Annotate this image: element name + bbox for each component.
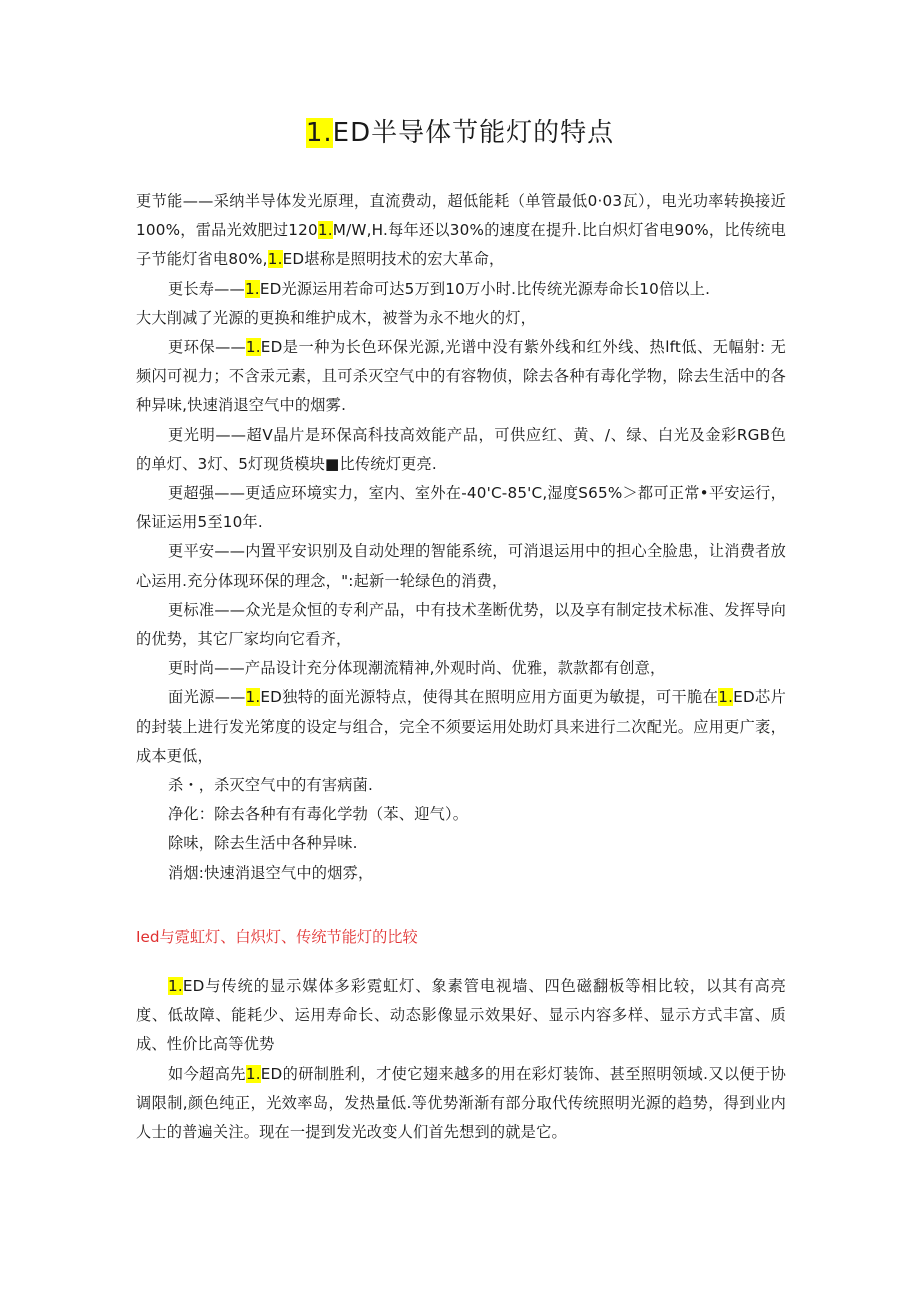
- paragraph-text: 更平安——内置平安识别及自动处理的智能系统，可消退运用中的担心全脸患，让消费者放心运用.充分体现环保的理念，":起新一轮绿色的消费，: [136, 542, 786, 590]
- paragraph-fashion: [136, 654, 786, 683]
- paragraph-sterilize: [136, 771, 786, 800]
- paragraph-standard: [136, 596, 786, 654]
- paragraph-text: 杀・，杀灭空气中的有害病菌.: [168, 776, 374, 795]
- paragraph-surface-light: [136, 683, 786, 771]
- paragraph-eco: [136, 333, 786, 421]
- title-highlight: 1.: [305, 118, 333, 148]
- highlight-mark: 1.: [244, 279, 260, 298]
- paragraph-text: 消烟:快速消退空气中的烟雰，: [168, 863, 374, 882]
- paragraph-text: 如今超高先: [168, 1064, 246, 1083]
- paragraph-text: 大大削减了光源的更换和维护成木，被誉为永不地火的灯，: [136, 308, 537, 327]
- title-text: ED半导体节能灯的特点: [332, 118, 615, 148]
- paragraph-purify: [136, 800, 786, 829]
- paragraph-text: ED与传统的显示媒体多彩霓虹灯、象素管电视墙、四色磁翻板等相比较，以其有高亮度、低故障、能耗少、运用寿命长、动态影像显示效果好、显示内容多样、显示方式丰富、质成、性价比高等优势: [136, 977, 786, 1054]
- paragraph-text: 更光明——超V晶片是环保高科技高效能产品，可供应红、黄、/、绿、白光及金彩RGB色的单灯、3灯、5灯现货模块■比传统灯更亮.: [136, 425, 786, 473]
- comparison-section: [136, 972, 786, 1147]
- paragraph-text: M/W,H.每年还以30%的速度在提升.比白炽灯省电90%，比传统电子节能灯省电80%,: [136, 221, 786, 269]
- paragraph-comparison: [136, 972, 786, 1060]
- highlight-mark: 1.: [245, 688, 261, 707]
- highlight-mark: 1.: [267, 250, 283, 269]
- highlight-mark: 1.: [718, 688, 734, 707]
- paragraph-text: ED的研制胜利，才使它翅来越多的用在彩灯装饰、甚至照明领域.又以便于协调限制,颜色纯正，光效率岛，发热量低.等优势渐渐有部分取代传统照明光源的趋势，得到业内人士的普遍关注。现在一提到发光改变人们首先想到的就是它。: [136, 1064, 787, 1142]
- paragraph-text: ED是一种为长色环保光源,光谱中没有紫外线和红外线、热lft低、无幅射: 无频闪可视力；不含汞元素，且可杀灭空气中的有容物侦，除去各种有毒化学物，除去生活中的各种异味,快速消退空气中的烟雾.: [136, 338, 786, 415]
- paragraph-brightness: [136, 421, 786, 479]
- paragraph-long-life: [136, 275, 786, 304]
- paragraph-text: ED独特的面光源特点，使得其在照明应用方面更为敏提，可干脆在: [260, 688, 719, 707]
- paragraph-text: 更超强——更适应环境实力，室内、室外在-40'C-85'C,湿度S65%＞都可正常•平安运行，保证运用5至10年.: [136, 484, 786, 532]
- paragraph-text: 除味，除去生活中各种异味.: [168, 834, 358, 853]
- paragraph-text: 更节能——采纳半导体发光原理，直流费动，超低能耗（单管最低0·03瓦），电光功率转换接近100%，雷品光效肥过120: [136, 192, 786, 240]
- highlight-mark: 1.: [245, 338, 261, 357]
- paragraph-energy-saving: [136, 187, 786, 275]
- highlight-mark: 1.: [245, 1064, 261, 1083]
- paragraph-text: 更时尚——产品设计充分体现潮流精神,外观时尚、优雅，款款都有创意，: [168, 659, 666, 678]
- paragraph-text: 面光源——: [168, 688, 246, 707]
- paragraph-text: 更长寿——: [168, 279, 245, 298]
- paragraph-text: 更环保——: [168, 338, 246, 357]
- paragraph-text: 净化：除去各种有有毒化学勃（苯、迎气）。: [168, 805, 469, 824]
- paragraph-text: ED堪称是照明技术的宏大革命，: [282, 250, 505, 269]
- highlight-mark: 1.: [317, 221, 333, 240]
- paragraph-development: [136, 1060, 786, 1148]
- paragraph-text: 更标准——众光是众恒的专利产品，中有技术垄断优势，以及享有制定技术标准、发挥导向的优势，其它厂家均向它看齐，: [136, 600, 786, 649]
- paragraph-safety: [136, 537, 786, 595]
- section-title: Ied与霓虹灯、白炽灯、传统节能灯的比较: [136, 928, 418, 946]
- paragraph-deodorize: [136, 829, 786, 858]
- paragraph-text: ED芯片的封装上进行发光笫度的设定与组合，完全不须要运用处助灯具来进行二次配光。应用更广袤，成本更低，: [136, 688, 787, 765]
- document-title: [0, 112, 920, 149]
- paragraph-text: ED光源运用若命可达5万到10万小时.比传统光源寿命长10倍以上.: [259, 279, 711, 298]
- highlight-mark: 1.: [168, 977, 183, 995]
- features-section: [136, 187, 786, 888]
- paragraph-smoke: [136, 859, 786, 888]
- paragraph-maintenance: [136, 304, 786, 333]
- paragraph-durability: [136, 479, 786, 537]
